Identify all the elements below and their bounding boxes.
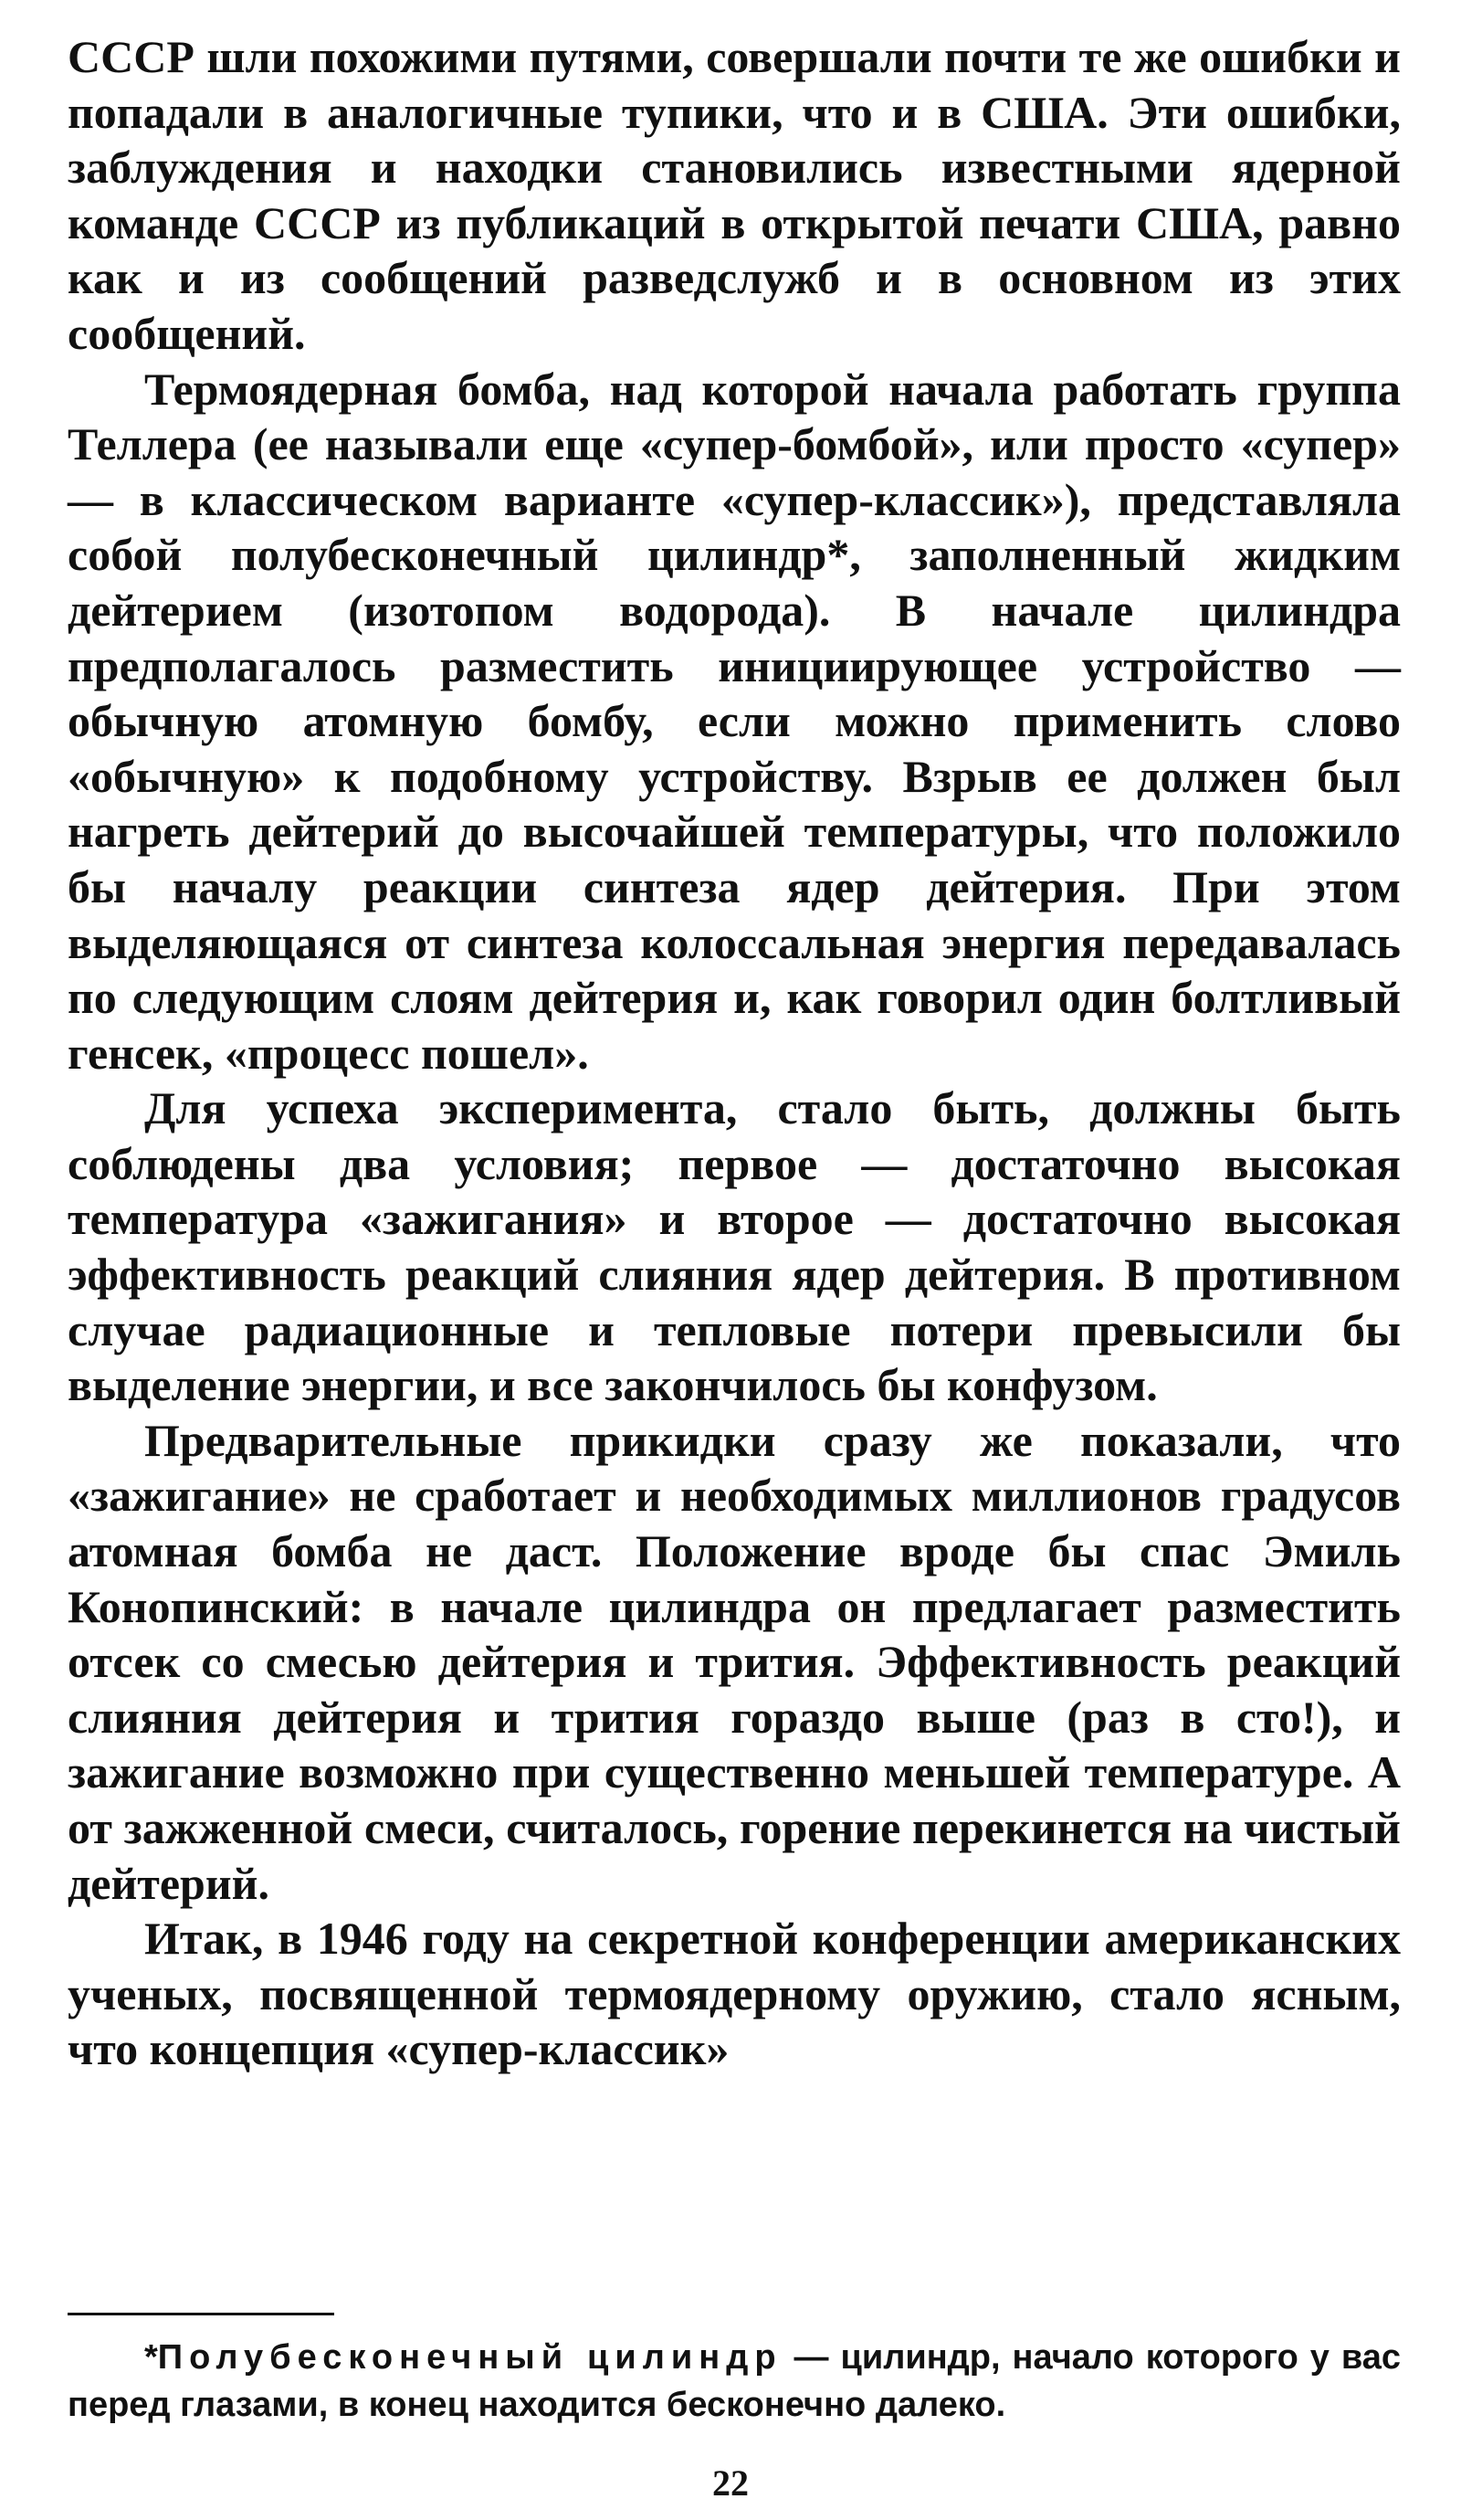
footnote — [68, 2334, 1401, 2429]
page-body — [68, 29, 1401, 2077]
footnote-term: Полубесконечный цилиндр — [157, 2338, 783, 2377]
paragraph-1: СССР шли похожими путями, совершали почти те же ошибки и попадали в аналогичные тупики, что и в США. Эти ошибки, заблуждения и находки становились известными ядерной команде СССР из публикаций в открытой печати США, равно как и из сообщений разведслужб и в основном из этих сообщений. — [68, 31, 1401, 359]
paragraph-3: Для успеха эксперимента, стало быть, должны быть соблюдены два условия; первое — достаточно высокая температура «зажигания» и второе — достаточно высокая эффективность реакций слияния ядер дейтерия. В противном случае радиационные и тепловые потери превысили бы выделение энергии, и все закончилось бы конфузом. — [68, 1082, 1401, 1411]
paragraph-2: Термоядерная бомба, над которой начала работать группа Теллера (ее называли еще «супер-бомбой», или просто «супер» — в классическом варианте «супер-классик»), представляла собой полубесконечный цилиндр*, заполненный жидким дейтерием (изотопом водорода). В начале цилиндра предполагалось разместить инициирующее устройство — обычную атомную бомбу, если можно применить слово «обычную» к подобному устройству. Взрыв ее должен был нагреть дейтерий до высочайшей температуры, что положило бы началу реакции синтеза ядер дейтерия. При этом выделяющаяся от синтеза колоссальная энергия передавалась по следующим слоям дейтерия и, как говорил один болтливый генсек, «процесс пошел». — [68, 363, 1401, 1079]
footnote-text: — цилиндр, начало которого у вас перед глазами, в конец находится бесконечно далеко. — [68, 2338, 1401, 2424]
page-number: 22 — [712, 2462, 749, 2504]
paragraph-4: Предварительные прикидки сразу же показали, что «зажигание» не сработает и необходимых миллионов градусов атомная бомба не даст. Положение вроде бы спас Эмиль Конопинский: в начале цилиндра он предлагает разместить отсек со смесью дейтерия и трития. Эффективность реакций слияния дейтерия и трития гораздо выше (раз в сто!), и зажигание возможно при существенно меньшей температуре. А от зажженной смеси, считалось, горение перекинется на чистый дейтерий. — [68, 1414, 1401, 1909]
footnote-divider — [68, 2313, 334, 2315]
footnote-marker: * — [144, 2338, 158, 2377]
paragraph-5: Итак, в 1946 году на секретной конференции американских ученых, посвященной термоядерному оружию, стало ясным, что концепция «супер-классик» — [68, 1913, 1401, 2075]
footnote-area — [68, 2313, 1401, 2429]
